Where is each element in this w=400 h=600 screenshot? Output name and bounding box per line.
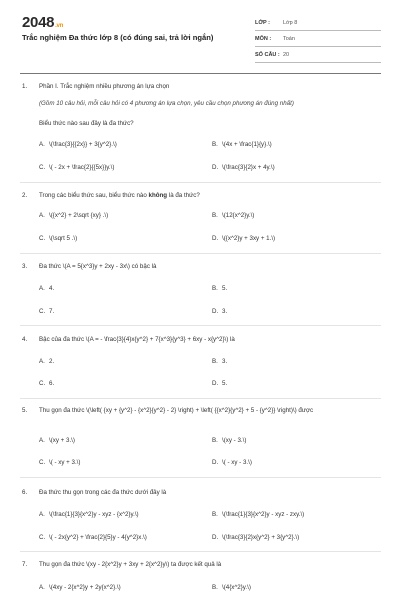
question-text: Bậc của đa thức \(A = - \frac{3}{4}x{y^2} + 7{x^3}{y^3} + 6xy - x{y^2}\) là (39, 336, 235, 343)
question-line (22, 407, 382, 415)
option-text: \(\frac{3}{{2x}} + 3{y^2}.\) (49, 141, 117, 148)
option-a[interactable] (39, 212, 108, 220)
option-b[interactable] (212, 511, 304, 519)
question-text: Trong các biểu thức sau, biểu thức nào không là đa thức? (39, 192, 200, 199)
option-letter: C. (39, 308, 46, 315)
logo-suffix: .vn (55, 23, 63, 29)
question-divider (20, 253, 381, 254)
option-text: 2. (49, 358, 55, 365)
question-line (22, 192, 382, 200)
question-text (39, 120, 379, 128)
option-a[interactable] (39, 141, 117, 149)
question-divider (20, 551, 381, 552)
option-b[interactable] (212, 285, 227, 293)
option-c[interactable] (39, 308, 54, 316)
option-letter: B. (212, 141, 218, 148)
meta-value: Lớp 8 (283, 19, 298, 26)
option-letter: D. (212, 459, 219, 466)
option-text: \(\frac{1}{3}{x^2}y - xyz - zxy.\) (222, 511, 305, 518)
question-number: 6. (22, 489, 28, 496)
meta-label: SỐ CÂU : (255, 51, 280, 58)
option-text: 4. (49, 285, 55, 292)
question-divider (20, 182, 381, 183)
option-letter: A. (39, 511, 45, 518)
option-d[interactable] (212, 459, 252, 467)
option-text: \( - 2x + \frac{2}{{5x}}y.\) (49, 164, 115, 171)
option-letter: D. (212, 534, 219, 541)
option-letter: C. (39, 534, 46, 541)
option-text: \(4x + \frac{1}{y}.\) (222, 141, 272, 148)
option-text: \(xy - 3.\) (222, 437, 247, 444)
option-text: 3. (222, 308, 228, 315)
meta-value: Toán (283, 35, 295, 42)
meta-value: 20 (283, 51, 290, 58)
option-letter: C. (39, 235, 46, 242)
option-text: \(\frac{3}{2}x{y^2} + 3{y^2}.\) (222, 534, 300, 541)
option-c[interactable] (39, 164, 114, 172)
option-d[interactable] (212, 534, 299, 542)
option-text: 3. (222, 358, 228, 365)
header-divider (20, 73, 381, 74)
option-letter: B. (212, 358, 218, 365)
emphasis-text: không (148, 192, 168, 199)
option-letter: B. (212, 584, 218, 591)
option-b[interactable] (212, 141, 272, 149)
meta-row-count (255, 47, 381, 63)
question-text: Thu gọn đa thức \(\left( {xy + {y^2} - {x^2}{y^2} - 2} \right) + \left( {{x^2}{y^2} + 5 - {y^2}} \right)\) được (39, 407, 314, 414)
option-letter: C. (39, 459, 46, 466)
question-number: 4. (22, 336, 28, 343)
question-line (22, 489, 382, 497)
meta-label: MÔN : (255, 35, 272, 42)
option-letter: B. (212, 511, 218, 518)
option-text: 5. (222, 285, 228, 292)
option-letter: A. (39, 437, 45, 444)
document-meta (255, 15, 381, 63)
option-d[interactable] (212, 308, 227, 316)
option-d[interactable] (212, 380, 227, 388)
question-line (22, 336, 382, 344)
question-text: Biểu thức nào sau đây là đa thức? (39, 120, 134, 127)
meta-row-subject (255, 31, 381, 47)
option-letter: B. (212, 437, 218, 444)
question-number: 2. (22, 192, 28, 199)
option-b[interactable] (212, 437, 246, 445)
option-a[interactable] (39, 584, 121, 592)
option-c[interactable] (39, 380, 54, 388)
option-letter: A. (39, 212, 45, 219)
option-letter: D. (212, 308, 219, 315)
section-note: (Gồm 10 câu hỏi, mỗi câu hỏi có 4 phương án lựa chọn, yêu cầu chọn phương án đúng nhất) (39, 100, 294, 107)
question-divider (20, 477, 381, 478)
question-number: 5. (22, 407, 28, 414)
section-heading (22, 83, 382, 91)
option-a[interactable] (39, 285, 54, 293)
option-a[interactable] (39, 511, 139, 519)
question-divider (20, 325, 381, 326)
option-c[interactable] (39, 235, 77, 243)
option-letter: B. (212, 285, 218, 292)
option-a[interactable] (39, 437, 75, 445)
option-text: \(\sqrt 5 .\) (49, 235, 78, 242)
option-letter: D. (212, 164, 219, 171)
question-text: Đa thức \(A = 5{x^3}y + 2xy - 3x\) có bậc là (39, 263, 157, 270)
option-d[interactable] (212, 235, 275, 243)
option-text: \(xy + 3.\) (49, 437, 75, 444)
question-line (22, 263, 382, 271)
option-letter: B. (212, 212, 218, 219)
option-b[interactable] (212, 584, 251, 592)
option-text: \({x^2} + 2\sqrt {xy} .\) (49, 212, 109, 219)
option-letter: C. (39, 380, 46, 387)
option-c[interactable] (39, 459, 80, 467)
option-letter: C. (39, 164, 46, 171)
option-text: \( - xy + 3.\) (49, 459, 81, 466)
option-text: \({x^2}y + 3xy + 1.\) (222, 235, 276, 242)
question-text: Đa thức thu gọn trong các đa thức dưới đây là (39, 489, 167, 496)
option-text: \(4{x^2}y.\) (222, 584, 251, 591)
option-letter: D. (212, 235, 219, 242)
option-letter: A. (39, 584, 45, 591)
option-letter: A. (39, 141, 45, 148)
site-logo[interactable] (22, 14, 63, 31)
option-text: 5. (222, 380, 228, 387)
meta-label: LỚP : (255, 19, 270, 26)
option-text: 6. (49, 380, 55, 387)
option-text: \(\frac{3}{2}x + 4y.\) (222, 164, 275, 171)
question-number: 7. (22, 561, 28, 568)
section-title: Phần I. Trắc nghiệm nhiều phương án lựa chọn (39, 83, 170, 90)
question-divider (20, 398, 381, 399)
option-text: \( - xy - 3.\) (222, 459, 252, 466)
meta-row-class (255, 15, 381, 31)
option-letter: A. (39, 358, 45, 365)
option-d[interactable] (212, 164, 275, 172)
question-text: Thu gọn đa thức \(xy - 2{x^2}y + 3xy + 2{x^2}y\) ta được kết quả là (39, 561, 222, 568)
option-text: \( - 2x{y^2} + \frac{2}{5}y - 4{y^2}x.\) (49, 534, 147, 541)
option-b[interactable] (212, 358, 227, 366)
question-number: 3. (22, 263, 28, 270)
option-text: 7. (49, 308, 55, 315)
option-text: \(12{x^2}y.\) (222, 212, 255, 219)
option-b[interactable] (212, 212, 254, 220)
option-c[interactable] (39, 534, 147, 542)
option-text: \(4xy - 2{x^2}y + 2y{x^2}.\) (49, 584, 121, 591)
option-text: \(\frac{1}{3}{x^2}y - xyz - {x^2}y.\) (49, 511, 139, 518)
question-number: 1. (22, 83, 28, 90)
option-letter: D. (212, 380, 219, 387)
question-line (22, 561, 382, 569)
option-letter: A. (39, 285, 45, 292)
option-a[interactable] (39, 358, 54, 366)
logo-text: 2048 (22, 14, 55, 31)
document-title: Trắc nghiệm Đa thức lớp 8 (có đúng sai, trả lời ngắn) (22, 33, 214, 42)
